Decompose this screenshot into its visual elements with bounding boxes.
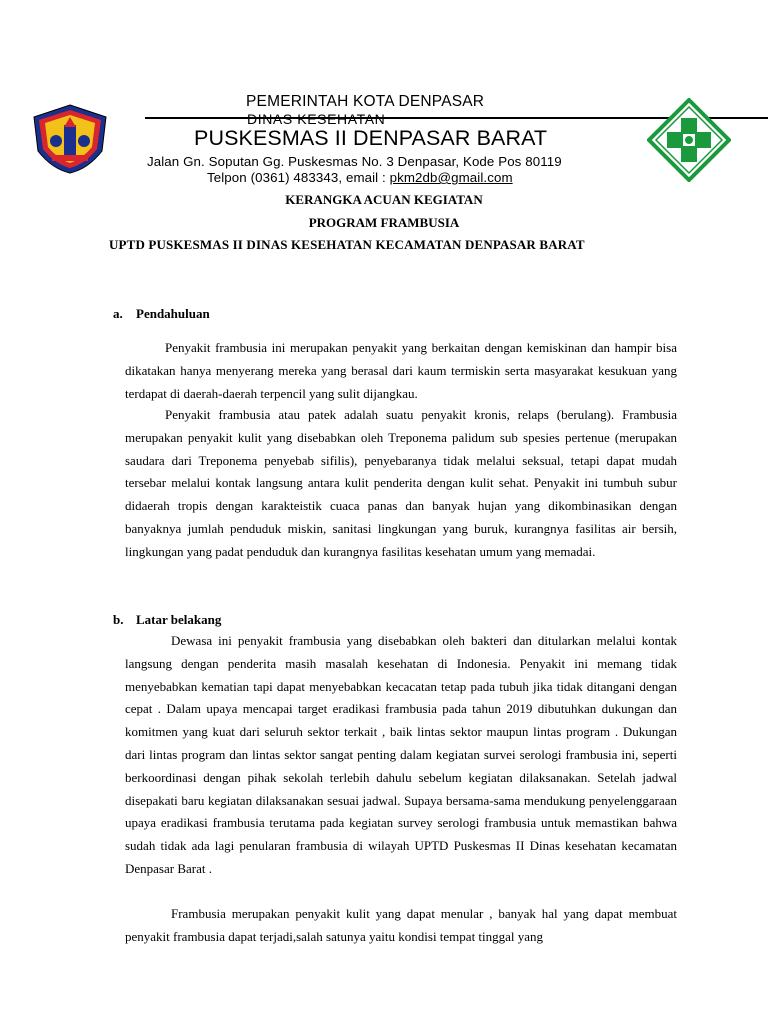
address: Jalan Gn. Soputan Gg. Puskesmas No. 3 Denpasar, Kode Pos 80119 <box>147 154 562 169</box>
puskesmas-cross-icon <box>647 98 731 182</box>
contact-line <box>207 170 513 185</box>
email-link[interactable]: pkm2db@gmail.com <box>389 170 513 185</box>
puskesmas-name: PUSKESMAS II DENPASAR BARAT <box>194 126 548 150</box>
denpasar-emblem-icon <box>30 103 110 175</box>
section-title: Pendahuluan <box>136 306 210 321</box>
paragraph: Penyakit frambusia ini merupakan penyakit yang berkaitan dengan kemiskinan dan hampir bisa dikatakan hanya menyerang mereka yang berasal dari kaum termiskin serta masyarakat kesukuan yang terdapat di daerah-daerah terpencil yang sulit dijangkau. <box>125 340 677 401</box>
government-name: PEMERINTAH KOTA DENPASAR <box>246 93 485 110</box>
phone-text: Telpon (0361) 483343, email : <box>207 170 390 185</box>
document-title: KERANGKA ACUAN KEGIATAN <box>285 192 483 207</box>
section-letter: b. <box>113 612 124 627</box>
paragraph: Dewasa ini penyakit frambusia yang disebabkan oleh bakteri dan ditularkan melalui kontak langsung dengan penderita masih masalah kesehatan di Indonesia. Penyakit ini memang tidak menyebabkan kematian tapi dapat menyebabkan kecacatan tetap pada tubuh jika tidak ditangani dengan cepat . Dalam upaya mencapai target eradikasi frambusia pada tahun 2019 dibutuhkan dukungan dan komitmen yang kuat dari seluruh sektor terkait , baik lintas sektor maupun lintas program . Dukungan dari lintas program dan lintas sektor sangat penting dalam kegiatan survei serologi frambusia ini, seperti berkoordinasi dengan pihak sekolah terlebih dahulu sebelum kegiatan dilaksanakan. Setelah jadwal disepakati baru kegiatan dilaksanakan sesuai jadwal. Supaya bersama-sama mendukung penyelenggaraan upaya eradikasi frambusia terutama pada kegiatan survey serologi frambusia untuk memastikan bahwa sudah tidak ada lagi penularan frambusia di wilayah UPTD Puskesmas II Dinas kesehatan kecamatan Denpasar Barat . <box>125 633 677 876</box>
agency-name: DINAS KESEHATAN <box>247 111 386 127</box>
section-title: Latar belakang <box>136 612 222 627</box>
section-letter: a. <box>113 306 123 321</box>
paragraph: Penyakit frambusia atau patek adalah suatu penyakit kronis, relaps (berulang). Frambusia merupakan penyakit kulit yang disebabkan oleh Treponema palidum sub spesies pertenue (merupakan saudara dari Treponema penyebab sifilis), penyebaranya tidak melalui seksual, tetapi dapat mudah tersebar melalui kontak langsung antara kulit penderita dengan kulit sehat. Penyakit ini tumbuh subur didaerah tropis dengan karakteistik cuaca panas dan banyak hujan yang dikombinasikan dengan banyaknya jumlah penduduk miskin, sanitasi lingkungan yang buruk, kurangnya fasilitas air bersih, lingkungan yang padat penduduk dan kurangnya fasilitas kesehatan umum yang memadai. <box>125 407 677 559</box>
unit-title: UPTD PUSKESMAS II DINAS KESEHATAN KECAMATAN DENPASAR BARAT <box>109 237 585 252</box>
section-b-heading <box>113 612 221 628</box>
paragraph: Frambusia merupakan penyakit kulit yang dapat menular , banyak hal yang dapat membuat penyakit frambusia dapat terjadi,salah satunya yaitu kondisi tempat tinggal yang <box>125 906 677 944</box>
program-title: PROGRAM FRAMBUSIA <box>308 215 460 230</box>
section-a-heading <box>113 306 210 322</box>
